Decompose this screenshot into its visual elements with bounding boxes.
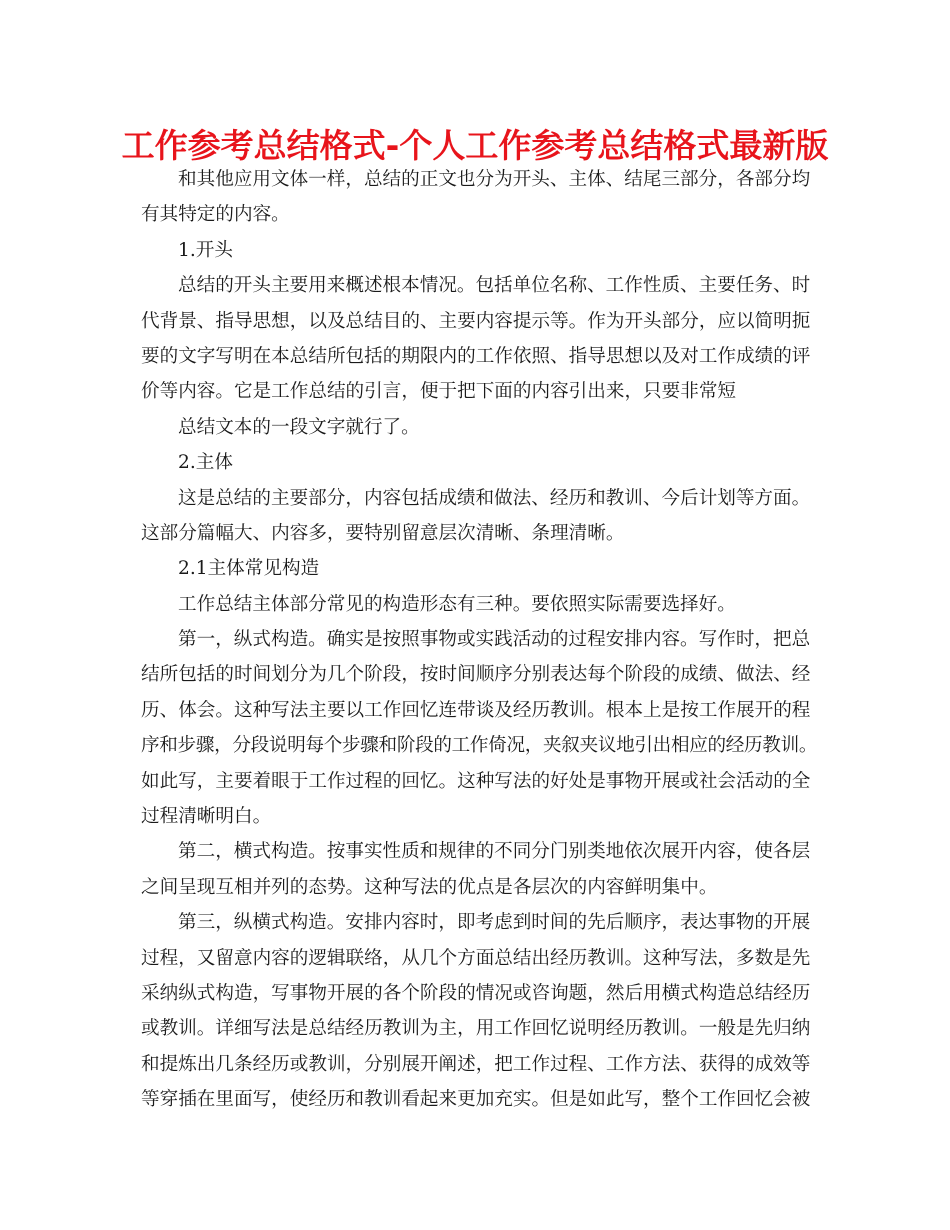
text-line: 第三，纵横式构造。安排内容时，即考虑到时间的先后顺序，表达事物的开展 (178, 912, 811, 934)
text-line: 和提炼出几条经历或教训，分别展开阐述，把工作过程、工作方法、获得的成效等 (141, 1053, 811, 1075)
text-line: 第一，纵式构造。确实是按照事物或实践活动的过程安排内容。写作时，把总 (178, 629, 811, 651)
text-line: 和其他应用文体一样，总结的正文也分为开头、主体、结尾三部分，各部分均 (178, 169, 811, 190)
text-line: 过程清晰明白。 (141, 806, 272, 828)
text-line: 总结的开头主要用来概述根本情况。包括单位名称、工作性质、主要任务、时 (178, 275, 811, 297)
document-body (141, 162, 817, 1118)
text-line: 或教训。详细写法是总结经历教训为主，用工作回忆说明经历教训。一般是先归纳 (141, 1018, 811, 1040)
text-line: 等穿插在里面写，使经历和教训看起来更加充实。但是如此写，整个工作回忆会被 (141, 1089, 811, 1111)
text-line: 第二，横式构造。按事实性质和规律的不同分门别类地依次展开内容，使各层 (178, 841, 811, 863)
text-line: 总结文本的一段文字就行了。 (178, 416, 420, 438)
text-line: 结所包括的时间划分为几个阶段，按时间顺序分别表达每个阶段的成绩、做法、经 (141, 664, 811, 686)
text-line: 有其特定的内容。 (141, 204, 290, 226)
text-line: 如此写，主要着眼于工作过程的回忆。这种写法的好处是事物开展或社会活动的全 (141, 770, 811, 792)
text-line: 2.主体 (178, 452, 233, 474)
text-line: 要的文字写明在本总结所包括的期限内的工作依照、指导思想以及对工作成绩的评 (141, 345, 811, 367)
text-line: 代背景、指导思想，以及总结目的、主要内容提示等。作为开头部分，应以简明扼 (141, 310, 811, 332)
text-line: 这是总结的主要部分，内容包括成绩和做法、经历和教训、今后计划等方面。 (178, 487, 811, 509)
text-line: 序和步骤，分段说明每个步骤和阶段的工作倚况，夹叙夹议地引出相应的经历教训。 (141, 735, 818, 757)
text-line: 这部分篇幅大、内容多，要特别留意层次清晰、条理清晰。 (141, 522, 625, 544)
text-line: 2.1主体常见构造 (178, 558, 320, 580)
text-line: 1.开头 (178, 239, 233, 261)
text-line: 历、体会。这种写法主要以工作回忆连带谈及经历教训。根本上是按工作展开的程 (141, 699, 811, 721)
document-title: 工作参考总结格式-个人工作参考总结格式最新版 (121, 126, 829, 165)
text-line: 过程，又留意内容的逻辑联络，从几个方面总结出经历教训。这种写法，多数是先 (141, 947, 811, 969)
text-line: 价等内容。它是工作总结的引言，便于把下面的内容引出来，只要非常短 (141, 381, 737, 403)
text-line: 之间呈现互相并列的态势。这种写法的优点是各层次的内容鲜明集中。 (141, 876, 718, 898)
text-line: 工作总结主体部分常见的构造形态有三种。要依照实际需要选择好。 (178, 593, 736, 615)
text-line: 采纳纵式构造，写事物开展的各个阶段的情况或咨询题，然后用横式构造总结经历 (141, 982, 811, 1004)
